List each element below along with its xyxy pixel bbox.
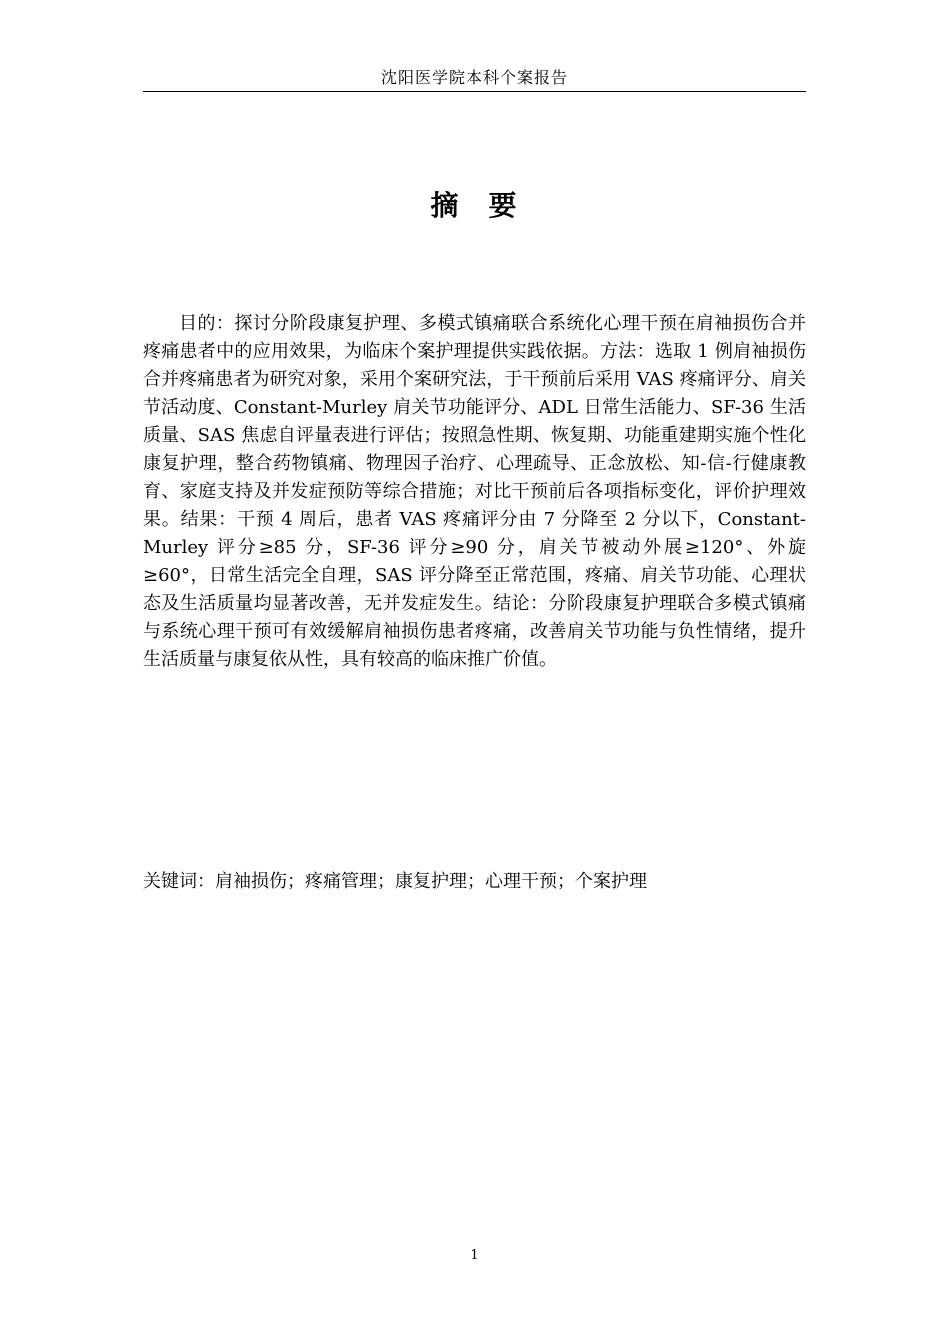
abstract-title-char-2: 要 — [488, 189, 519, 222]
abstract-title-char-1: 摘 — [430, 189, 461, 222]
header-divider — [143, 91, 806, 92]
abstract-title — [143, 186, 806, 226]
abstract-text: 目的：探讨分阶段康复护理、多模式镇痛联合系统化心理干预在肩袖损伤合并疼痛患者中的应用效果，为临床个案护理提供实践依据。方法：选取 1 例肩袖损伤合并疼痛患者为研究对象，采用个案研究法，于干预前后采用 VAS 疼痛评分、肩关节活动度、Constant-Murley 肩关节功能评分、ADL 日常生活能力、SF-36 生活质量、SAS 焦虑自评量表进行评估；按照急性期、恢复期、功能重建期实施个性化康复护理，整合药物镇痛、物理因子治疗、心理疏导、正念放松、知-信-行健康教育、家庭支持及并发症预防等综合措施；对比干预前后各项指标变化，评价护理效果。结果：干预 4 周后，患者 VAS 疼痛评分由 7 分降至 2 分以下，Constant-Murley 评分≥85 分，SF-36 评分≥90 分，肩关节被动外展≥120°、外旋≥60°，日常生活完全自理，SAS 评分降至正常范围，疼痛、肩关节功能、心理状态及生活质量均显著改善，无并发症发生。结论：分阶段康复护理联合多模式镇痛与系统心理干预可有效缓解肩袖损伤患者疼痛，改善肩关节功能与负性情绪，提升生活质量与康复依从性，具有较高的临床推广价值。 — [143, 313, 806, 670]
running-header: 沈阳医学院本科个案报告 — [380, 68, 568, 87]
abstract-body — [143, 310, 806, 674]
keywords-line: 关键词：肩袖损伤；疼痛管理；康复护理；心理干预；个案护理 — [143, 871, 647, 892]
page-number: 1 — [470, 1248, 479, 1263]
